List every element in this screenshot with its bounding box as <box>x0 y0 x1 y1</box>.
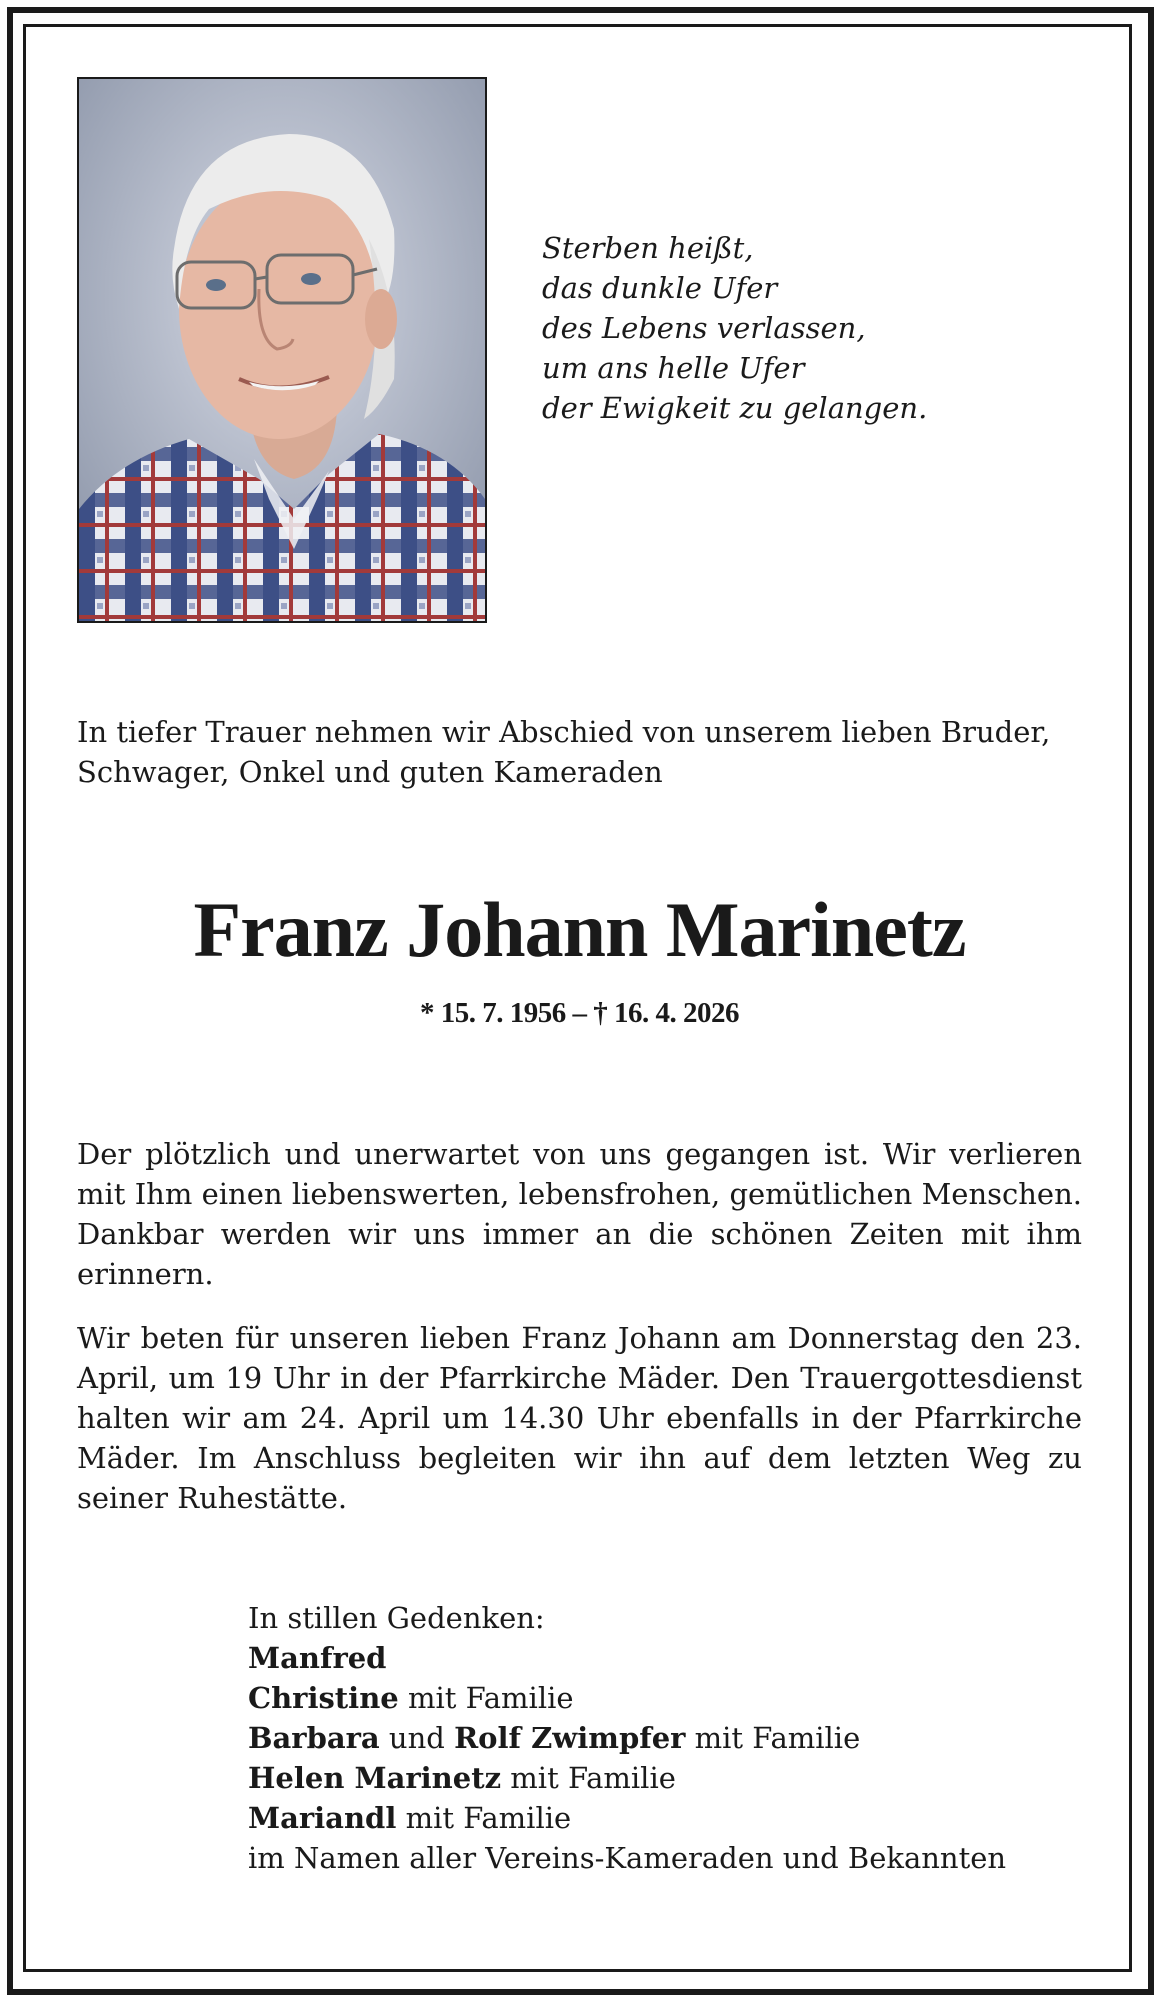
mourner-name: Rolf Zwimpfer <box>454 1721 686 1755</box>
quote-line: um ans helle Ufer <box>542 351 805 385</box>
quote-line: der Ewigkeit zu gelangen. <box>542 391 928 425</box>
quote-line: das dunkle Ufer <box>542 271 778 305</box>
signature-closing: im Namen aller Vereins-Kameraden und Bekannten <box>248 1841 1007 1875</box>
mourner-name: Helen Marinetz <box>248 1761 502 1795</box>
signature-block <box>248 1598 1078 1878</box>
mourner-name: Manfred <box>248 1641 387 1675</box>
quote-line: des Lebens verlassen, <box>542 311 866 345</box>
mourner-suffix: mit Familie <box>396 1801 572 1835</box>
body-paragraph-2: Wir beten für unseren lieben Franz Johann am Donnerstag den 23. April, um 19 Uhr in der Pfarrkirche Mäder. Den Trauergottesdienst halten wir am 24. April um 14.30 Uhr ebenfalls in der Pfarrkirche Mäder. Im Anschluss begleiten wir ihn auf dem letzten Weg zu seiner Ruhestätte. <box>77 1321 1082 1515</box>
mourner-joiner: und <box>379 1721 455 1755</box>
mourner-suffix: mit Familie <box>685 1721 861 1755</box>
signature-heading: In stillen Gedenken: <box>248 1601 545 1635</box>
memorial-quote <box>542 228 962 428</box>
mourner-suffix: mit Familie <box>501 1761 676 1795</box>
mourner-suffix: mit Familie <box>398 1681 574 1715</box>
mourner-name: Barbara <box>248 1721 380 1755</box>
deceased-name: Franz Johann Marinetz <box>193 886 966 973</box>
mourner-line <box>248 1718 1078 1758</box>
body-paragraph-1: Der plötzlich und unerwartet von uns gegangen ist. Wir verlieren mit Ihm einen liebenswerten, lebensfrohen, gemütlichen Menschen. Dankbar werden wir uns immer an die schönen Zeiten mit ihm erinnern. <box>77 1137 1082 1291</box>
intro-line: In tiefer Trauer nehmen wir Abschied von unserem lieben Bruder, <box>77 715 1051 749</box>
mourner-name: Christine <box>248 1681 399 1715</box>
mourner-line <box>248 1678 1078 1718</box>
mourner-name: Mariandl <box>248 1801 397 1835</box>
mourner-line <box>248 1798 1078 1838</box>
mourner-line <box>248 1638 1078 1678</box>
mourner-line <box>248 1758 1078 1798</box>
quote-line: Sterben heißt, <box>542 231 754 265</box>
life-dates: * 15. 7. 1956 – † 16. 4. 2026 <box>420 997 739 1029</box>
intro-text <box>77 712 1082 792</box>
portrait-photo <box>77 77 487 623</box>
intro-line: Schwager, Onkel und guten Kameraden <box>77 755 663 789</box>
